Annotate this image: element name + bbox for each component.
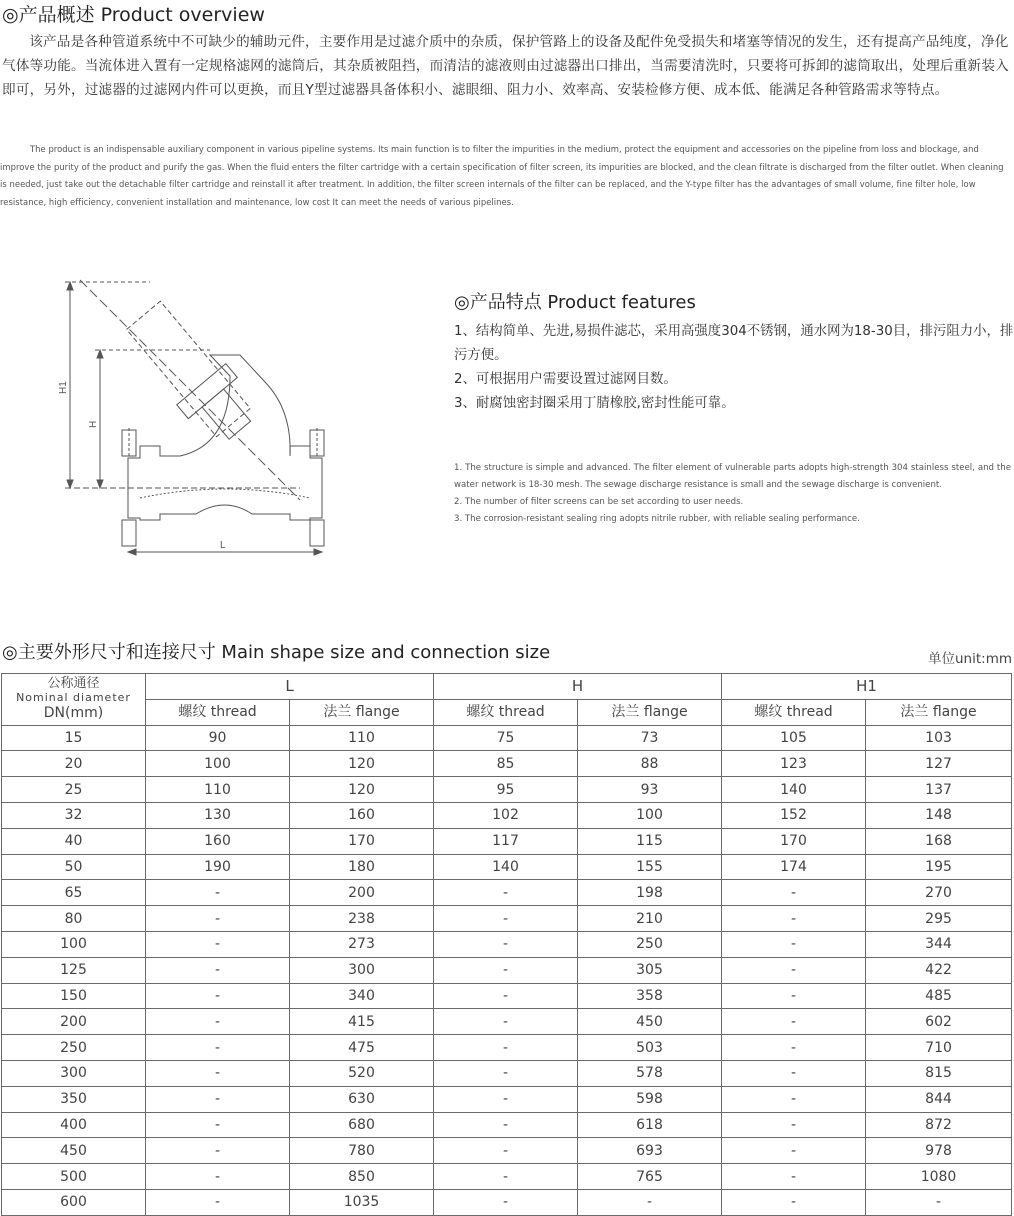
cell-dn: 350 (2, 1086, 146, 1112)
right-flange-bottom (310, 520, 324, 546)
header-h-thread: 螺纹 thread (434, 699, 578, 725)
cell-dn: 450 (2, 1138, 146, 1164)
y-strainer-drawing (60, 270, 350, 570)
label-h: H (88, 420, 99, 428)
cell-h-flange: 100 (578, 802, 722, 828)
table-row (2, 777, 1012, 803)
cell-h1-flange: 103 (866, 725, 1012, 751)
cell-h1-flange: 137 (866, 777, 1012, 803)
header-dn-unit: DN(mm) (43, 705, 104, 722)
cell-h1-thread: - (722, 1138, 866, 1164)
cell-l-flange: 520 (290, 1060, 434, 1086)
cell-h1-thread: 170 (722, 828, 866, 854)
header-l-flange: 法兰 flange (290, 699, 434, 725)
header-group-h1: H1 (722, 674, 1012, 700)
cell-l-thread: - (146, 906, 290, 932)
cell-h-flange: 503 (578, 1035, 722, 1061)
cell-h-flange: 305 (578, 957, 722, 983)
cell-l-thread: 110 (146, 777, 290, 803)
cell-h-flange: 578 (578, 1060, 722, 1086)
cell-l-flange: 170 (290, 828, 434, 854)
cell-h1-thread: - (722, 1060, 866, 1086)
cell-h-thread: 75 (434, 725, 578, 751)
cell-h1-flange: 168 (866, 828, 1012, 854)
feature-item-en: 1. The structure is simple and advanced. The filter element of vulnerable parts adopts high-strength 304 stainless steel, and the water network is 18-30 mesh. The sewage discharge resistance is small and the sewage discharge is convenient. (454, 463, 1011, 490)
cell-h-thread: - (434, 1009, 578, 1035)
inner-flow-line (140, 489, 310, 498)
cell-h1-flange: - (866, 1189, 1012, 1215)
cell-h1-flange: 344 (866, 931, 1012, 957)
cell-h-thread: - (434, 931, 578, 957)
cell-h1-thread: - (722, 1086, 866, 1112)
cell-dn: 125 (2, 957, 146, 983)
cell-l-thread: 160 (146, 828, 290, 854)
cell-dn: 200 (2, 1009, 146, 1035)
cell-l-thread: - (146, 983, 290, 1009)
cell-l-flange: 475 (290, 1035, 434, 1061)
cell-l-thread: 130 (146, 802, 290, 828)
table-row (2, 1112, 1012, 1138)
dimension-arrowheads (67, 282, 103, 488)
cell-h1-flange: 978 (866, 1138, 1012, 1164)
cell-h-flange: 73 (578, 725, 722, 751)
header-dn-en: Nominal diameter (16, 691, 131, 705)
cell-dn: 500 (2, 1164, 146, 1190)
table-row (2, 906, 1012, 932)
cell-l-flange: 160 (290, 802, 434, 828)
header-h1-thread: 螺纹 thread (722, 699, 866, 725)
feature-item-cn: 3、耐腐蚀密封圈采用丁腈橡胶,密封性能可靠。 (454, 396, 735, 411)
cell-h1-flange: 872 (866, 1112, 1012, 1138)
table-row (2, 751, 1012, 777)
table-row (2, 931, 1012, 957)
cell-h1-flange: 485 (866, 983, 1012, 1009)
feature-item-en: 2. The number of filter screens can be set according to user needs. (454, 497, 744, 507)
cell-h-thread: - (434, 1112, 578, 1138)
header-h1-flange: 法兰 flange (866, 699, 1012, 725)
features-list-en (454, 460, 1011, 528)
cell-h-thread: - (434, 1164, 578, 1190)
cell-l-flange: 780 (290, 1138, 434, 1164)
cell-h-thread: 140 (434, 854, 578, 880)
cell-h-flange: 765 (578, 1164, 722, 1190)
table-row (2, 880, 1012, 906)
cell-h1-thread: - (722, 1112, 866, 1138)
cell-h-thread: 85 (434, 751, 578, 777)
cell-h-flange: 115 (578, 828, 722, 854)
table-row (2, 983, 1012, 1009)
cell-h1-flange: 1080 (866, 1164, 1012, 1190)
cell-l-thread: - (146, 931, 290, 957)
cell-h-flange: 693 (578, 1138, 722, 1164)
table-row (2, 957, 1012, 983)
cell-h1-thread: - (722, 957, 866, 983)
cell-l-thread: - (146, 1112, 290, 1138)
table-row (2, 1060, 1012, 1086)
cell-h-flange: 210 (578, 906, 722, 932)
y-strainer-svg (60, 270, 350, 570)
cell-h-thread: - (434, 1138, 578, 1164)
table-row (2, 828, 1012, 854)
cell-dn: 80 (2, 906, 146, 932)
cell-l-thread: - (146, 1164, 290, 1190)
table-row (2, 1164, 1012, 1190)
left-flange-bottom (122, 520, 136, 546)
cell-h1-thread: - (722, 1189, 866, 1215)
cell-h1-flange: 602 (866, 1009, 1012, 1035)
header-dn (2, 674, 146, 726)
header-dn-cn: 公称通径 (47, 676, 100, 692)
cell-h-flange: - (578, 1189, 722, 1215)
cell-l-flange: 340 (290, 983, 434, 1009)
cell-h1-thread: - (722, 983, 866, 1009)
table-header-row-sub (2, 699, 1012, 725)
cell-dn: 40 (2, 828, 146, 854)
cell-h1-thread: 105 (722, 725, 866, 751)
overview-paragraph-cn: 该产品是各种管道系统中不可缺少的辅助元件，主要作用是过滤介质中的杂质，保护管路上的设备及配件免受损失和堵塞等情况的发生，还有提高产品纯度，净化气体等功能。当流体进入置有一定规格滤网的滤筒后，其杂质被阻挡，而清洁的滤液则由过滤器出口排出，当需要清洗时，只要将可拆卸的滤筒取出，处理后重新装入即可，另外，过滤器的过滤网内件可以更换，而且Y型过滤器具备体积小、滤眼细、阻力小、效率高、安装检修方便、成本低、能满足各种管路需求等特点。 (2, 34, 1009, 98)
cell-l-thread: - (146, 1060, 290, 1086)
filter-cartridge-outline (127, 301, 251, 437)
centerline-diagonal (80, 280, 300, 500)
cell-l-flange: 850 (290, 1164, 434, 1190)
cell-h-thread: 117 (434, 828, 578, 854)
cell-l-thread: - (146, 1035, 290, 1061)
overview-paragraph-en: The product is an indispensable auxiliary component in various pipeline systems. Its main function is to filter the impurities in the medium, protect the equipment and accessories on the pipeline from loss and blockage, and improve the purity of the product and purify the gas. When the fluid enters the filter cartridge with a certain specification of filter screen, its impurities are blocked, and the clean filtrate is discharged from the filter outlet. When cleaning is needed, just take out the detachable filter cartridge and reinstall it after treatment. In addition, the filter screen internals of the filter can be replaced, and the Y-type filter has the advantages of small volume, fine filter hole, low resistance, high efficiency, convenient installation and maintenance, low cost It can meet the needs of various pipelines. (0, 144, 1004, 207)
header-h-flange: 法兰 flange (578, 699, 722, 725)
cell-l-flange: 273 (290, 931, 434, 957)
feature-item-cn: 2、可根据用户需要设置过滤网目数。 (454, 372, 677, 387)
table-row (2, 854, 1012, 880)
cell-h1-thread: - (722, 1035, 866, 1061)
cell-l-thread: - (146, 1189, 290, 1215)
cell-l-flange: 110 (290, 725, 434, 751)
cell-h1-flange: 148 (866, 802, 1012, 828)
cell-dn: 250 (2, 1035, 146, 1061)
cell-l-thread: - (146, 1086, 290, 1112)
cell-l-flange: 1035 (290, 1189, 434, 1215)
cell-l-thread: 190 (146, 854, 290, 880)
cell-l-thread: - (146, 1009, 290, 1035)
cell-l-flange: 200 (290, 880, 434, 906)
cell-h1-thread: - (722, 880, 866, 906)
label-l: L (220, 540, 226, 551)
cell-l-thread: 100 (146, 751, 290, 777)
table-row (2, 725, 1012, 751)
cell-h1-flange: 422 (866, 957, 1012, 983)
cell-dn: 50 (2, 854, 146, 880)
table-row (2, 1009, 1012, 1035)
cell-l-thread: - (146, 1138, 290, 1164)
cell-h-flange: 358 (578, 983, 722, 1009)
cell-h-flange: 598 (578, 1086, 722, 1112)
cell-h1-thread: - (722, 931, 866, 957)
cell-dn: 150 (2, 983, 146, 1009)
cell-l-flange: 120 (290, 751, 434, 777)
cell-h-thread: - (434, 1086, 578, 1112)
dimensions-table-body (2, 725, 1012, 1215)
dimensions-title: ◎主要外形尺寸和连接尺寸 Main shape size and connection size (2, 642, 551, 663)
header-group-h: H (434, 674, 722, 700)
cell-h-flange: 450 (578, 1009, 722, 1035)
cell-h1-flange: 195 (866, 854, 1012, 880)
cell-h-thread: - (434, 1035, 578, 1061)
cell-h-thread: 102 (434, 802, 578, 828)
cell-dn: 100 (2, 931, 146, 957)
cell-h-flange: 618 (578, 1112, 722, 1138)
cell-h-thread: 95 (434, 777, 578, 803)
cell-h1-flange: 270 (866, 880, 1012, 906)
cell-l-thread: - (146, 880, 290, 906)
cell-l-flange: 238 (290, 906, 434, 932)
cell-h1-thread: 123 (722, 751, 866, 777)
overview-title: ◎产品概述 Product overview (2, 4, 265, 26)
cell-h-thread: - (434, 880, 578, 906)
unit-label: 单位unit:mm (927, 651, 1012, 667)
cell-l-flange: 300 (290, 957, 434, 983)
cell-dn: 15 (2, 725, 146, 751)
cell-h1-thread: 140 (722, 777, 866, 803)
feature-item-cn: 1、结构简单、先进,易损件滤芯，采用高强度304不锈钢，通水网为18-30目，排污阻力小，排污方便。 (454, 324, 1014, 363)
cell-h-thread: - (434, 1189, 578, 1215)
header-group-l: L (146, 674, 434, 700)
table-row (2, 1138, 1012, 1164)
cell-l-flange: 415 (290, 1009, 434, 1035)
table-header-row-groups (2, 674, 1012, 700)
cell-l-thread: - (146, 957, 290, 983)
cell-h1-flange: 815 (866, 1060, 1012, 1086)
header-l-thread: 螺纹 thread (146, 699, 290, 725)
cell-dn: 600 (2, 1189, 146, 1215)
cell-h-thread: - (434, 983, 578, 1009)
cell-dn: 32 (2, 802, 146, 828)
cell-dn: 20 (2, 751, 146, 777)
table-row (2, 1086, 1012, 1112)
features-title: ◎产品特点 Product features (454, 292, 696, 313)
cell-dn: 300 (2, 1060, 146, 1086)
cell-dn: 25 (2, 777, 146, 803)
dimensions-table (1, 673, 1012, 1216)
features-list-cn (454, 320, 1014, 416)
cell-h-flange: 93 (578, 777, 722, 803)
label-h1: H1 (58, 381, 69, 394)
cell-l-flange: 680 (290, 1112, 434, 1138)
cell-h1-flange: 844 (866, 1086, 1012, 1112)
cell-h-flange: 88 (578, 751, 722, 777)
feature-item-en: 3. The corrosion-resistant sealing ring adopts nitrile rubber, with reliable sealing performance. (454, 514, 860, 524)
cell-h-flange: 155 (578, 854, 722, 880)
cartridge-cap (177, 364, 238, 419)
cell-h-thread: - (434, 1060, 578, 1086)
cell-h1-thread: - (722, 906, 866, 932)
cell-h1-flange: 295 (866, 906, 1012, 932)
table-row (2, 1035, 1012, 1061)
cell-h1-thread: - (722, 1009, 866, 1035)
cell-dn: 65 (2, 880, 146, 906)
cell-h1-thread: 152 (722, 802, 866, 828)
cell-h1-thread: 174 (722, 854, 866, 880)
cell-h1-flange: 710 (866, 1035, 1012, 1061)
cell-h1-flange: 127 (866, 751, 1012, 777)
cell-dn: 400 (2, 1112, 146, 1138)
cell-h-flange: 198 (578, 880, 722, 906)
table-row (2, 802, 1012, 828)
cell-l-flange: 180 (290, 854, 434, 880)
cell-l-thread: 90 (146, 725, 290, 751)
cell-l-flange: 630 (290, 1086, 434, 1112)
cell-h-flange: 250 (578, 931, 722, 957)
cell-h-thread: - (434, 906, 578, 932)
table-row (2, 1189, 1012, 1215)
cell-h-thread: - (434, 957, 578, 983)
cell-h1-thread: - (722, 1164, 866, 1190)
cell-l-flange: 120 (290, 777, 434, 803)
